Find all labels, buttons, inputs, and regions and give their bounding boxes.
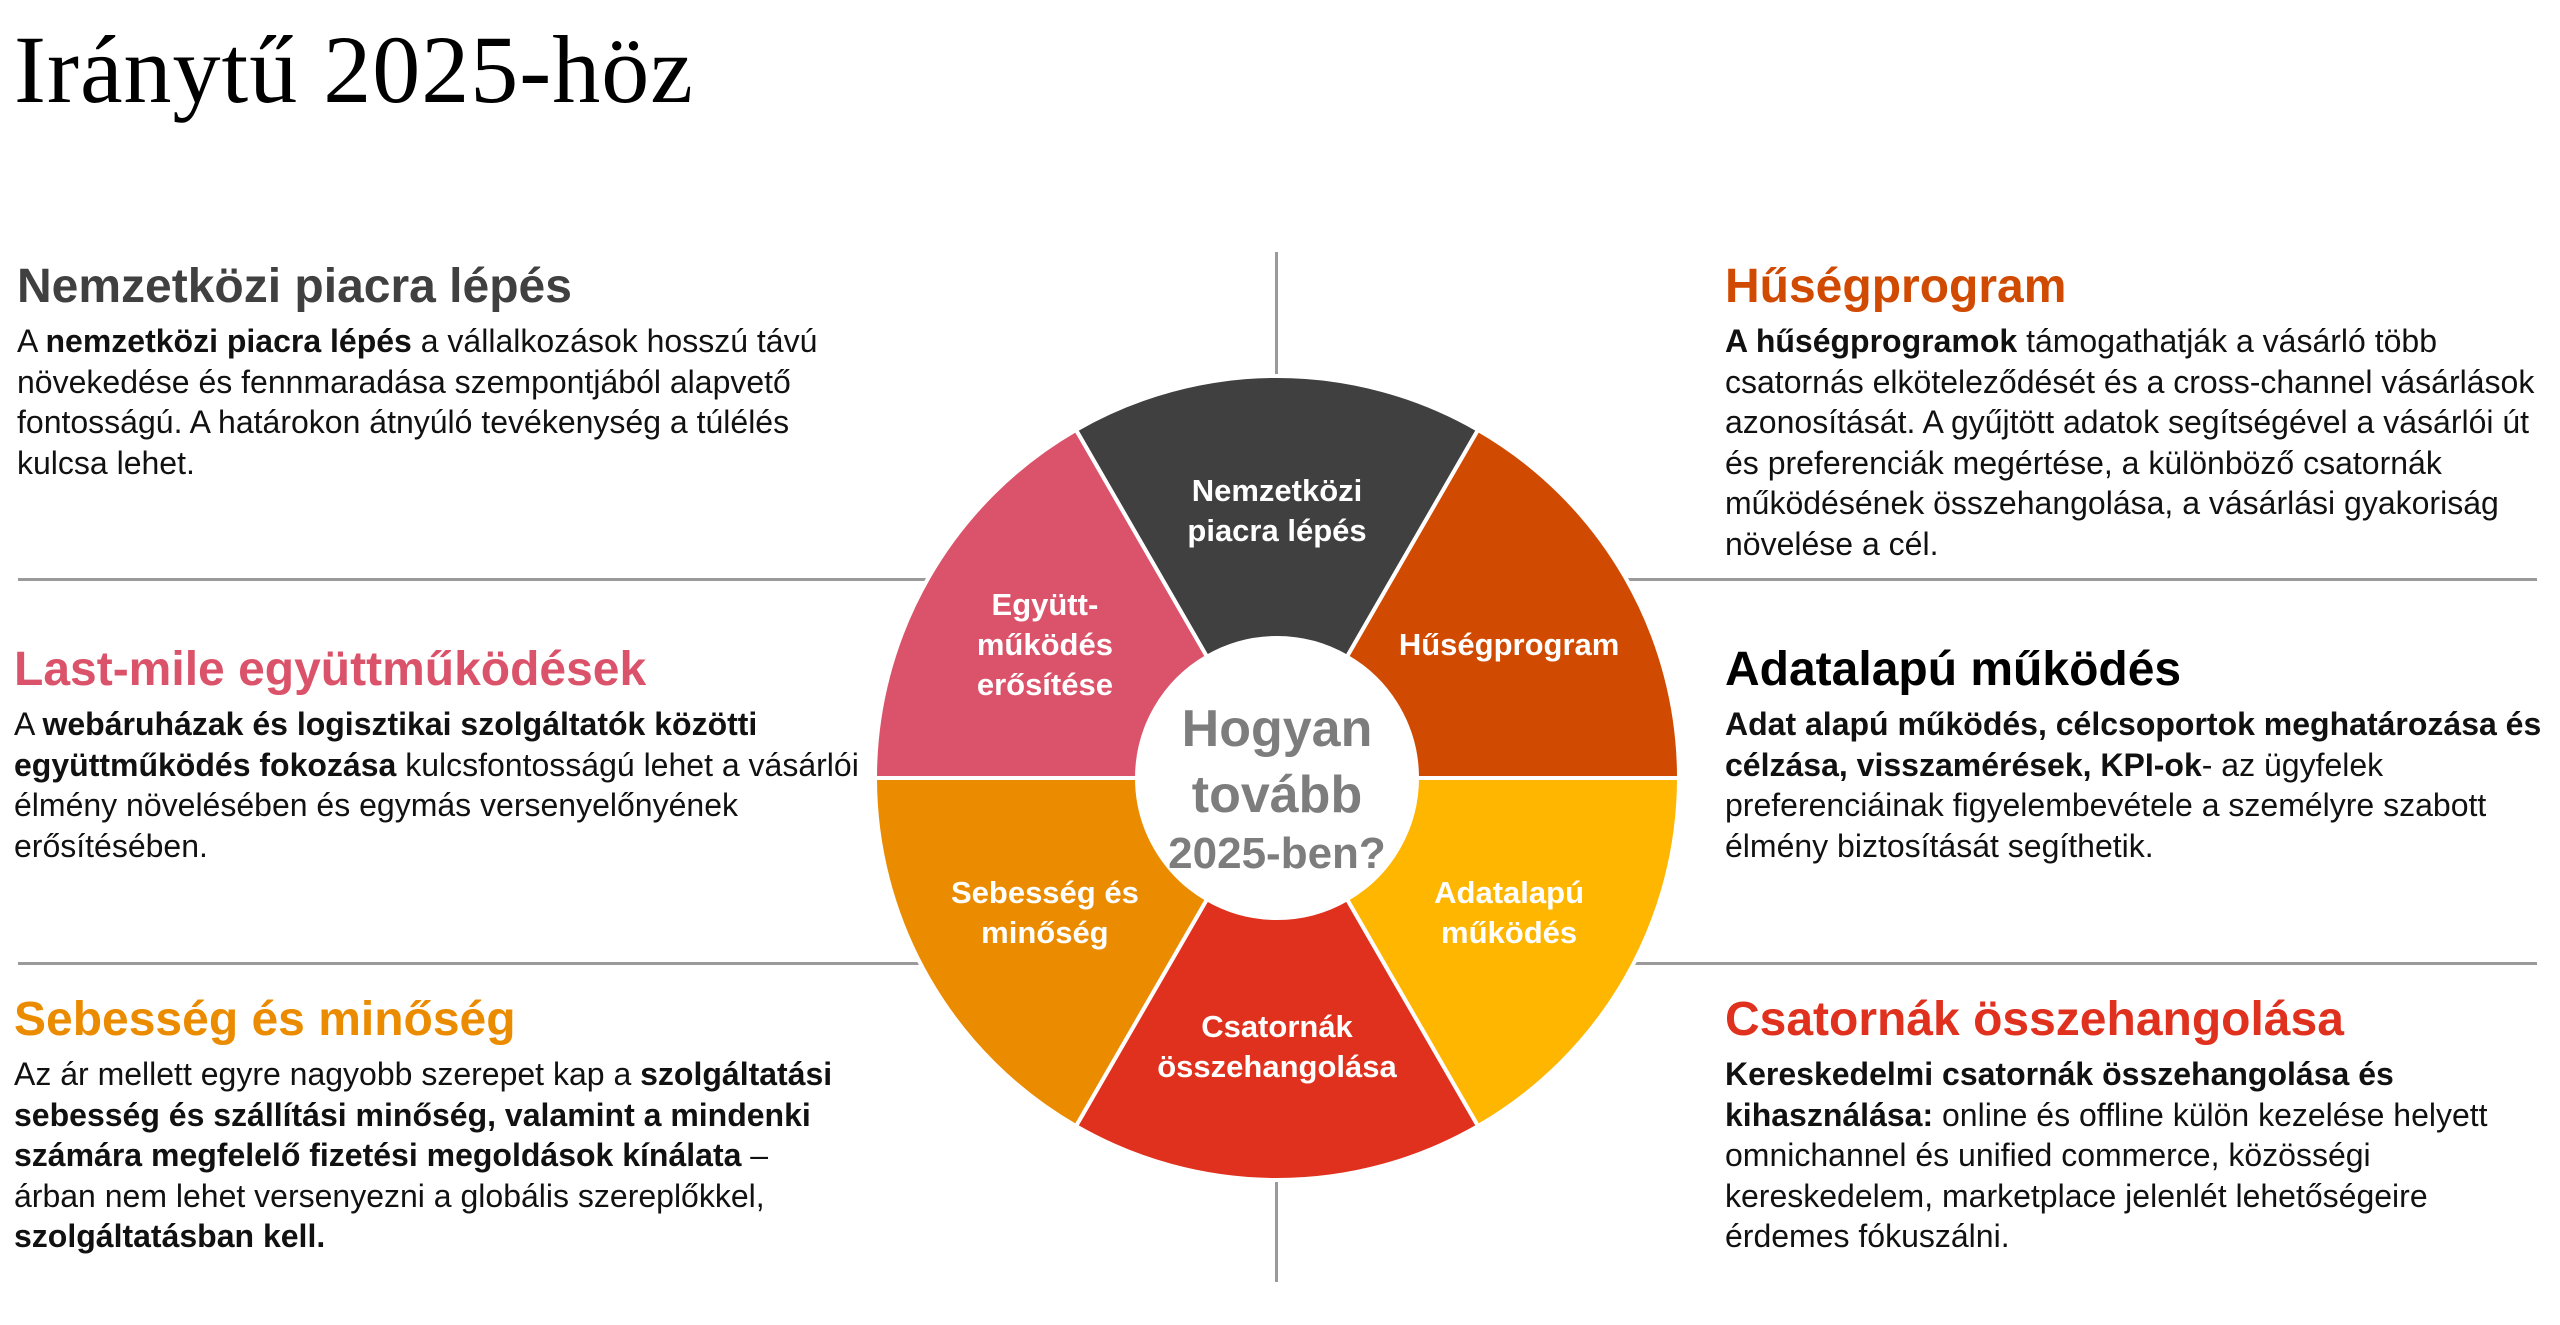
- wheel-segment-label: Hűségprogram: [1398, 627, 1620, 662]
- body-text: támogathatják a vásárló több csatornás elköteleződését és a cross-channel vásárlások azonosítását. A gyűjtött adatok segítségével a vásárlói út és preferenciák megértése, a különböző csatornák működésének összehangolása, a vásárlási gyakoriság növelése a cél.: [1725, 323, 2535, 562]
- section-heading: Sebesség és minőség: [14, 993, 516, 1046]
- wheel-segment-label: működés: [1441, 915, 1578, 950]
- body-text: a vállalkozások hosszú távú növekedése és fennmaradása szempontjából alapvető fontosságú. A határokon átnyúló tevékenység a túlélés kulcsa lehet.: [17, 323, 818, 481]
- emphasis-text: nemzetközi piacra lépés: [45, 323, 412, 359]
- section-heading: Nemzetközi piacra lépés: [17, 260, 572, 313]
- wheel-segment-label: piacra lépés: [1187, 513, 1367, 548]
- wheel-segment-label: Adatalapú: [1434, 875, 1585, 910]
- body-text: A: [14, 706, 43, 742]
- body-text: - az ügyfelek preferenciáinak figyelembevétele a személyre szabott élmény biztosítását segíthetik.: [1725, 746, 2487, 864]
- page-title: Iránytű 2025-höz: [14, 16, 694, 123]
- emphasis-text: Adat alapú működés, célcsoportok meghatározása és célzása, visszamérések, KPI-ok: [1725, 706, 2542, 783]
- emphasis-text: szolgáltatásban kell.: [14, 1218, 326, 1254]
- wheel-segment-label: Sebesség és: [950, 875, 1139, 910]
- wheel-segment-label: Együtt-: [991, 587, 1099, 622]
- section-heading: Last-mile együttműködések: [14, 643, 647, 696]
- wheel-segment-label: összehangolása: [1157, 1049, 1397, 1084]
- body-text: A: [17, 323, 46, 359]
- section-heading: Adatalapú működés: [1725, 643, 2182, 696]
- wheel-segment-label: minőség: [981, 915, 1109, 950]
- body-text: – árban nem lehet versenyezni a globális szereplőkkel,: [14, 1137, 769, 1214]
- wheel-segment-label: erősítése: [976, 667, 1113, 702]
- emphasis-text: szolgáltatási sebesség és szállítási minőség, valamint a mindenki számára megfelelő fizetési megoldások kínálata: [14, 1056, 833, 1173]
- emphasis-text: A hűségprogramok: [1725, 323, 2018, 359]
- section-heading: Csatornák összehangolása: [1725, 993, 2344, 1046]
- emphasis-text: Kereskedelmi csatornák összehangolása és kihasználása:: [1725, 1056, 2394, 1133]
- emphasis-text: webáruházak és logisztikai szolgáltatók közötti együttműködés fokozása: [14, 706, 758, 783]
- wheel-segment-label: Nemzetközi: [1191, 473, 1363, 508]
- wheel-center-label: tovább: [1191, 766, 1363, 824]
- body-text: kulcsfontosságú lehet a vásárlói élmény növelésében és egymás versenyelőnyének erősítésében.: [14, 746, 859, 864]
- wheel-segment-label: működés: [976, 627, 1113, 662]
- body-text: online és offline külön kezelése helyett omnichannel és unified commerce, közösségi kereskedelem, marketplace jelenlét lehetőségeire érdemes fókuszálni.: [1725, 1096, 2488, 1254]
- wheel-segment-label: Csatornák: [1201, 1009, 1353, 1044]
- section-heading: Hűségprogram: [1725, 260, 2067, 313]
- wheel-center-label: 2025-ben?: [1168, 829, 1386, 878]
- body-text: Az ár mellett egyre nagyobb szerepet kap a: [14, 1056, 641, 1092]
- wheel-center-label: Hogyan: [1181, 700, 1373, 758]
